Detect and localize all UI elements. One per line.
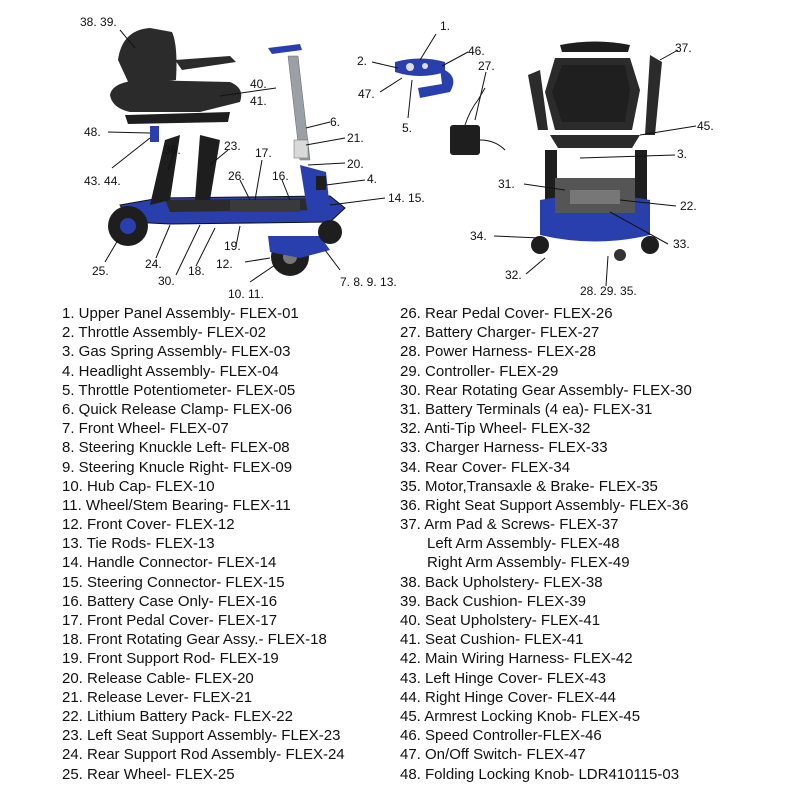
part-list-item: 13. Tie Rods- FLEX-13 <box>62 535 215 553</box>
part-list-item: 45. Armrest Locking Knob- FLEX-45 <box>400 707 641 725</box>
part-list-item: 6. Quick Release Clamp- FLEX-06 <box>62 400 293 418</box>
part-list-item: 8. Steering Knuckle Left- FLEX-08 <box>62 439 290 457</box>
callout-17: 17. <box>255 146 272 160</box>
callout-36: 36. <box>164 143 181 157</box>
part-list-item: 12. Front Cover- FLEX-12 <box>62 516 235 534</box>
callout-40: 40. <box>250 77 267 91</box>
part-list-item: 30. Rear Rotating Gear Assembly- FLEX-30 <box>400 381 692 399</box>
part-list-item: 36. Right Seat Support Assembly- FLEX-36 <box>400 496 689 514</box>
callout-24: 24. <box>145 257 162 271</box>
part-list-item: 44. Right Hinge Cover- FLEX-44 <box>400 688 616 706</box>
part-list-item: 27. Battery Charger- FLEX-27 <box>400 324 600 342</box>
parts-list-left <box>62 304 345 784</box>
callout-26: 26. <box>228 169 245 183</box>
part-list-item: 42. Main Wiring Harness- FLEX-42 <box>400 650 633 668</box>
callout-10-11: 10. 11. <box>228 287 264 301</box>
part-list-item: 33. Charger Harness- FLEX-33 <box>400 439 608 457</box>
callout-22: 22. <box>680 199 697 213</box>
part-list-item: Right Arm Assembly- FLEX-49 <box>427 554 630 572</box>
part-list-item: 17. Front Pedal Cover- FLEX-17 <box>62 612 278 629</box>
part-list-item: 18. Front Rotating Gear Assy.- FLEX-18 <box>62 631 327 649</box>
part-list-item: 19. Front Support Rod- FLEX-19 <box>62 650 279 668</box>
callout-14-15: 14. 15. <box>388 191 425 205</box>
part-list-item: 11. Wheel/Stem Bearing- FLEX-11 <box>62 496 291 514</box>
callout-2: 2. <box>357 54 368 68</box>
part-list-item: 43. Left Hinge Cover- FLEX-43 <box>400 669 606 687</box>
callout-16: 16. <box>272 169 289 183</box>
part-list-item: 4. Headlight Assembly- FLEX-04 <box>62 362 279 380</box>
callout-4: 4. <box>367 172 378 186</box>
callout-43-44: 43. 44. <box>84 174 121 188</box>
part-list-item: 15. Steering Connector- FLEX-15 <box>62 573 285 591</box>
callout-21: 21. <box>347 131 364 145</box>
callout-46: 46. <box>468 44 485 58</box>
part-list-item: 7. Front Wheel- FLEX-07 <box>62 420 229 438</box>
callout-3: 3. <box>677 147 688 161</box>
callout-20: 20. <box>347 157 364 171</box>
scooter-exploded-diagram <box>0 0 800 305</box>
part-list-item: 32. Anti-Tip Wheel- FLEX-32 <box>400 420 591 438</box>
parts-list-right <box>400 304 692 784</box>
part-list-item: 10. Hub Cap- FLEX-10 <box>62 477 215 495</box>
part-list-item: 40. Seat Upholstery- FLEX-41 <box>400 612 601 629</box>
callout-18: 18. <box>188 264 205 278</box>
part-list-item: 3. Gas Spring Assembly- FLEX-03 <box>62 343 291 361</box>
part-list-item: 16. Battery Case Only- FLEX-16 <box>62 592 278 610</box>
callout-1: 1. <box>440 19 451 33</box>
part-list-item: 2. Throttle Assembly- FLEX-02 <box>62 324 266 342</box>
part-list-item: 20. Release Cable- FLEX-20 <box>62 669 254 687</box>
part-list-item: 37. Arm Pad & Screws- FLEX-37 <box>400 516 619 534</box>
part-list-item: 9. Steering Knucle Right- FLEX-09 <box>62 458 293 476</box>
part-list-item: 38. Back Upholstery- FLEX-38 <box>400 573 603 591</box>
callout-23: 23. <box>224 139 241 153</box>
part-list-item: Left Arm Assembly- FLEX-48 <box>427 535 620 553</box>
callout-7-8-9-13: 7. 8. 9. 13. <box>340 275 397 289</box>
part-list-item: 29. Controller- FLEX-29 <box>400 362 559 380</box>
callout-28-29-35: 28. 29. 35. <box>580 284 637 298</box>
battery-charger <box>450 88 505 155</box>
part-list-item: 48. Folding Locking Knob- LDR410115-03 <box>400 765 680 783</box>
callout-12: 12. <box>216 257 233 271</box>
part-list-item: 35. Motor,Transaxle & Brake- FLEX-35 <box>400 477 658 495</box>
part-list-item: 26. Rear Pedal Cover- FLEX-26 <box>400 305 613 322</box>
part-list-item: 22. Lithium Battery Pack- FLEX-22 <box>62 707 293 725</box>
part-list-item: 31. Battery Terminals (4 ea)- FLEX-31 <box>400 400 653 418</box>
part-list-item: 25. Rear Wheel- FLEX-25 <box>62 765 235 783</box>
part-list-item: 46. Speed Controller-FLEX-46 <box>400 727 602 745</box>
callout-34: 34. <box>470 229 487 243</box>
callout-47: 47. <box>358 87 375 101</box>
part-list-item: 5. Throttle Potentiometer- FLEX-05 <box>62 381 296 399</box>
callout-48: 48. <box>84 125 101 139</box>
callout-5: 5. <box>402 121 413 135</box>
callout-30: 30. <box>158 274 175 288</box>
callout-45: 45. <box>697 119 714 133</box>
callout-41: 41. <box>250 94 267 108</box>
callout-32: 32. <box>505 268 522 282</box>
callout-6: 6. <box>330 115 341 129</box>
callout-25: 25. <box>92 264 109 278</box>
scooter-rear-view <box>528 42 662 262</box>
part-list-item: 41. Seat Cushion- FLEX-41 <box>400 631 584 649</box>
callout-33: 33. <box>673 237 690 251</box>
part-list-item: 34. Rear Cover- FLEX-34 <box>400 458 571 476</box>
callout-27: 27. <box>478 59 495 73</box>
part-list-item: 28. Power Harness- FLEX-28 <box>400 343 596 361</box>
callout-19: 19. <box>224 239 241 253</box>
part-list-item: 24. Rear Support Rod Assembly- FLEX-24 <box>62 746 345 764</box>
part-list-item: 1. Upper Panel Assembly- FLEX-01 <box>62 305 299 322</box>
callout-37: 37. <box>675 41 692 55</box>
part-list-item: 21. Release Lever- FLEX-21 <box>62 688 253 706</box>
part-list-item: 14. Handle Connector- FLEX-14 <box>62 554 277 572</box>
part-list-item: 39. Back Cushion- FLEX-39 <box>400 592 586 610</box>
callout-31: 31. <box>498 177 515 191</box>
part-list-item: 47. On/Off Switch- FLEX-47 <box>400 746 586 764</box>
part-list-item: 23. Left Seat Support Assembly- FLEX-23 <box>62 727 341 745</box>
callout-38-39: 38. 39. <box>80 15 117 29</box>
